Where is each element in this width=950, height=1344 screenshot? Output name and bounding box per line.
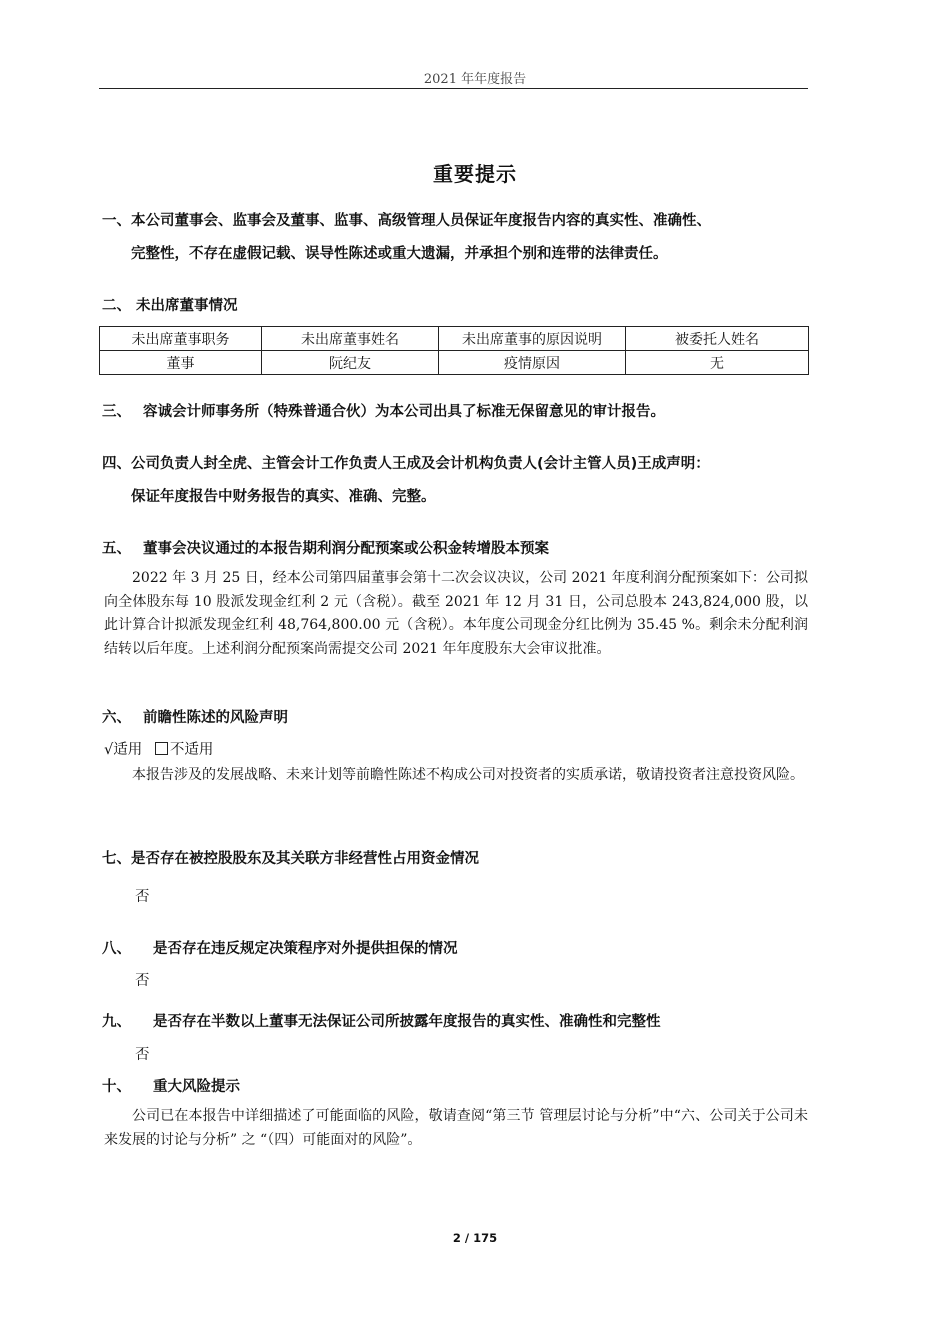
applicable-label: 适用: [113, 742, 143, 758]
section-9-label: 九、: [102, 1014, 131, 1030]
empty-checkbox-icon: [155, 742, 168, 755]
report-header-title: 2021 年年度报告: [423, 72, 527, 87]
section-1-text-2: 完整性，不存在虚假记载、误导性陈述或重大遗漏，并承担个别和连带的法律责任。: [131, 246, 668, 262]
table-cell: 疫情原因: [439, 351, 626, 375]
section-8-answer: 否: [135, 973, 150, 989]
section-9-title: 是否存在半数以上董事无法保证公司所披露年度报告的真实性、准确性和完整性: [153, 1014, 661, 1030]
check-mark-icon: √: [104, 742, 114, 758]
header-rule: [99, 88, 808, 89]
section-5-heading: [102, 537, 549, 558]
section-1-label: 一、: [102, 213, 131, 229]
absent-directors-table: [99, 326, 809, 375]
table-header-row: [100, 327, 809, 351]
section-6-title: 前瞻性陈述的风险声明: [143, 710, 288, 726]
section-4-text-1: 公司负责人封全虎、主管会计工作负责人王成及会计机构负责人(会计主管人员)王成声明：: [131, 456, 710, 472]
table-cell: 阮纪友: [262, 351, 439, 375]
table-header-cell: 未出席董事的原因说明: [439, 327, 626, 351]
section-4-label: 四、: [102, 456, 131, 472]
section-5-body: 2022 年 3 月 25 日，经本公司第四届董事会第十二次会议决议，公司 2021 年度利润分配预案如下：公司拟向全体股东每 10 股派发现金红利 2 元（含税）。截至 2021 年 12 月 31 日，公司总股本 243,824,000 股，以此计算合计拟派发现金红利 48,764,800.00 元（含税）。本年度公司现金分红比例为 35.45 %。剩余未分配利润结转以后年度。上述利润分配预案尚需提交公司 2021 年年度股东大会审议批准。: [104, 570, 808, 657]
section-5-label: 五、: [102, 541, 131, 557]
section-4-text-2: 保证年度报告中财务报告的真实、准确、完整。: [131, 489, 436, 505]
section-8-label: 八、: [102, 941, 131, 957]
section-7-answer: 否: [135, 889, 150, 905]
section-10-title: 重大风险提示: [153, 1079, 240, 1095]
section-10-label: 十、: [102, 1079, 131, 1095]
section-3-label: 三、: [102, 404, 131, 420]
section-3: [102, 400, 665, 421]
section-8-heading: [102, 937, 458, 958]
section-2-heading: 二、 未出席董事情况: [102, 298, 238, 314]
section-10-body: 公司已在本报告中详细描述了可能面临的风险，敬请查阅“第三节 管理层讨论与分析”中“六、公司关于公司未来发展的讨论与分析” 之 “（四）可能面对的风险”。: [104, 1108, 808, 1148]
section-6-body: 本报告涉及的发展战略、未来计划等前瞻性陈述不构成公司对投资者的实质承诺，敬请投资者注意投资风险。: [132, 767, 804, 783]
table-cell: 董事: [100, 351, 262, 375]
section-9-answer: 否: [135, 1047, 150, 1063]
section-4-line-1: [102, 452, 710, 473]
table-header-cell: 未出席董事职务: [100, 327, 262, 351]
section-9-heading: [102, 1010, 661, 1031]
table-header-cell: 未出席董事姓名: [262, 327, 439, 351]
section-1-text-1: 本公司董事会、监事会及董事、监事、高级管理人员保证年度报告内容的真实性、准确性、: [131, 213, 711, 229]
applicability-options: [104, 738, 213, 759]
section-5-title: 董事会决议通过的本报告期利润分配预案或公积金转增股本预案: [143, 541, 549, 557]
section-7-heading: 七、是否存在被控股股东及其关联方非经营性占用资金情况: [102, 851, 479, 867]
section-6-heading: [102, 706, 288, 727]
page-number: 2 / 175: [452, 1231, 498, 1245]
section-10-heading: [102, 1075, 240, 1096]
table-header-cell: 被委托人姓名: [626, 327, 809, 351]
not-applicable-label: 不适用: [169, 742, 214, 758]
section-3-text: 容诚会计师事务所（特殊普通合伙）为本公司出具了标准无保留意见的审计报告。: [143, 404, 665, 420]
section-6-label: 六、: [102, 710, 131, 726]
table-cell: 无: [626, 351, 809, 375]
table-row: [100, 351, 809, 375]
section-8-title: 是否存在违反规定决策程序对外提供担保的情况: [153, 941, 458, 957]
section-1-line-1: [102, 209, 711, 230]
page-title: 重要提示: [433, 162, 517, 186]
